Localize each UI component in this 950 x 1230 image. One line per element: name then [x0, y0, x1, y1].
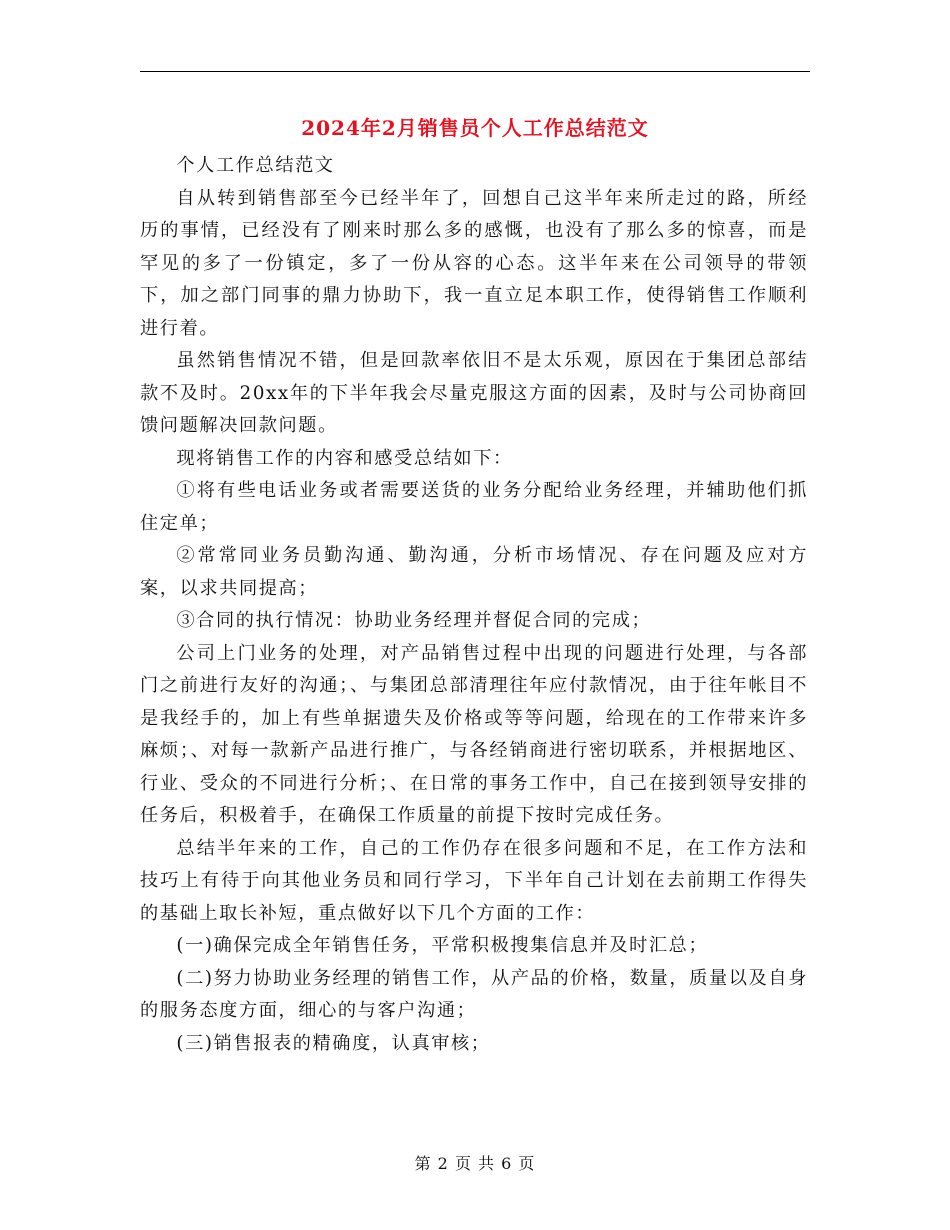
paragraph: ②常常同业务员勤沟通、勤沟通，分析市场情况、存在问题及应对方案，以求共同提高；: [140, 545, 808, 599]
header-rule: [140, 71, 810, 72]
paragraph: (一)确保完成全年销售任务，平常积极搜集信息并及时汇总；: [176, 935, 709, 956]
paragraph: (三)销售报表的精确度，认真审核；: [176, 1032, 491, 1054]
document-title: 2024年2月销售员个人工作总结范文: [301, 116, 649, 140]
paragraph: ③合同的执行情况：协助业务经理并督促合同的完成；: [176, 610, 652, 631]
paragraph: 总结半年来的工作，自己的工作仍存在很多问题和不足，在工作方法和技巧上有待于向其他业务员和同行学习，下半年自己计划在去前期工作得失的基础上取长补短，重点做好以下几个方面的工作：: [140, 837, 808, 924]
paragraph: (二)努力协助业务经理的销售工作，从产品的价格，数量，质量以及自身的服务态度方面，细心的与客户沟通；: [140, 967, 808, 1021]
paragraph: ①将有些电话业务或者需要送货的业务分配给业务经理，并辅助他们抓住定单；: [140, 480, 808, 534]
paragraph: 现将销售工作的内容和感受总结如下：: [176, 447, 513, 469]
paragraph: 虽然销售情况不错，但是回款率依旧不是太乐观，原因在于集团总部结款不及时。20xx年的下半年我会尽量克服这方面的因素，及时与公司协商回馈问题解决回款问题。: [140, 350, 808, 436]
paragraph: 自从转到销售部至今已经半年了，回想自己这半年来所走过的路，所经历的事情，已经没有了刚来时那么多的感慨，也没有了那么多的惊喜，而是罕见的多了一份镇定，多了一份从容的心态。这半年来在公司领导的带领下，加之部门同事的鼎力协助下，我一直立足本职工作，使得销售工作顺利进行着。: [140, 187, 808, 339]
page-number-footer: 第 2 页 共 6 页: [414, 1154, 536, 1173]
document-body: [140, 150, 808, 1060]
paragraph: 个人工作总结范文: [176, 155, 335, 176]
paragraph: 公司上门业务的处理，对产品销售过程中出现的问题进行处理，与各部门之前进行友好的沟通；、与集团总部清理往年应付款情况，由于往年帐目不是我经手的，加上有些单据遗失及价格或等等问题，给现在的工作带来许多麻烦；、对每一款新产品进行推广，与各经销商进行密切联系，并根据地区、行业、受众的不同进行分析；、在日常的事务工作中，自己在接到领导安排的任务后，积极着手，在确保工作质量的前提下按时完成任务。: [140, 642, 808, 826]
